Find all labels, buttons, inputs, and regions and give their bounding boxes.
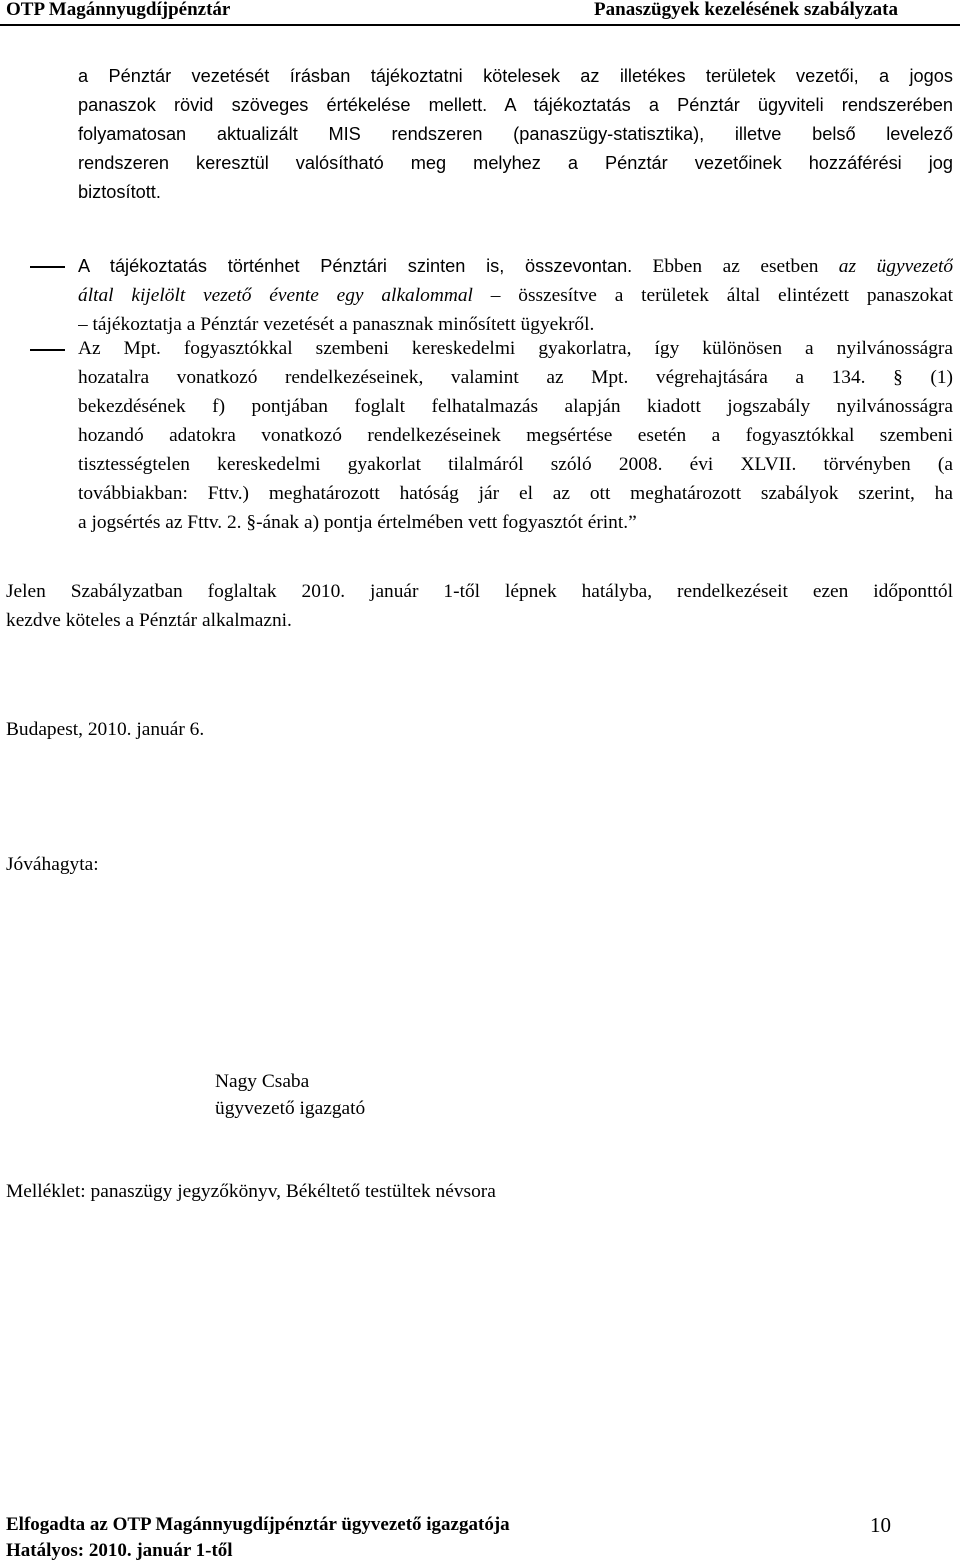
text-line: hozatalra vonatkozó rendelkezéseinek, valamint az Mpt. végrehajtására a 134. § (1) <box>78 367 953 388</box>
text-line: folyamatosan aktualizált MIS rendszeren (panaszügy-statisztika), illetve belső levelező <box>78 124 953 144</box>
bullet-summary-reporting <box>78 252 953 339</box>
header-org-name: OTP Magánnyugdíjpénztár <box>6 0 231 20</box>
text-line: a jogsértés az Fttv. 2. §-ának a) pontja értelmében vett fogyasztót érint.” <box>78 512 637 533</box>
text-line: a Pénztár vezetését írásban tájékoztatni kötelesek az illetékes területek vezetői, a jogos <box>78 66 953 86</box>
text-line: bekezdésének f) pontjában foglalt felhatalmazás alapján kiadott jogszabály nyilvánosságra <box>78 396 953 417</box>
text-line: panaszok rövid szöveges értékelése mellett. A tájékoztatás a Pénztár ügyviteli rendszerében <box>78 95 953 115</box>
place-and-date: Budapest, 2010. január 6. <box>6 719 205 740</box>
bullet-dash <box>30 266 65 268</box>
text-span: által kijelölt vezető évente egy alkalommal <box>78 285 473 306</box>
text-line: tisztességtelen kereskedelmi gyakorlat tilalmáról szóló 2008. évi XLVII. törvényben (a <box>78 454 953 475</box>
text-line: – tájékoztatja a Pénztár vezetését a panasznak minősített ügyekről. <box>78 314 595 335</box>
text-line: Jelen Szabályzatban foglaltak 2010. január 1-től lépnek hatályba, rendelkezéseit ezen időponttól <box>6 581 953 602</box>
text-line: hozandó adatokra vonatkozó rendelkezéseinek megsértése esetén a fogyasztókkal szembeni <box>78 425 953 446</box>
text-span: – összesítve a területek által elintézett panaszokat <box>490 285 953 306</box>
signatory-title: ügyvezető igazgató <box>215 1098 366 1119</box>
text-line: rendszeren keresztül valósítható meg melyhez a Pénztár vezetőinek hozzáférési jog <box>78 153 953 173</box>
page-number: 10 <box>870 1513 891 1537</box>
signatory-name: Nagy Csaba <box>215 1071 310 1092</box>
paragraph-effective-date <box>6 577 953 635</box>
page-footer <box>6 1512 906 1564</box>
header-document-title: Panaszügyek kezelésének szabályzata <box>594 0 898 20</box>
footer-effective: Hatályos: 2010. január 1-től <box>6 1540 233 1561</box>
text-line: kezdve köteles a Pénztár alkalmazni. <box>6 610 292 631</box>
text-span: Ebben az esetben <box>652 256 819 277</box>
page-header <box>0 0 960 26</box>
bullet-dash <box>30 349 65 351</box>
text-span: A tájékoztatás történhet Pénztári szinten is, összevontan. <box>78 256 633 276</box>
text-line: Az Mpt. fogyasztókkal szembeni kereskedelmi gyakorlatra, így különösen a nyilvánosságra <box>78 338 953 359</box>
text-span: az ügyvezető <box>838 256 953 277</box>
bullet-mpt-provisions <box>78 334 953 537</box>
text-line: továbbiakban: Fttv.) meghatározott hatóság jár el az ott meghatározott szabályok szerint, ha <box>78 483 953 504</box>
paragraph-reporting <box>78 62 953 207</box>
attachment-note: Melléklet: panaszügy jegyzőkönyv, Békéltető testültek névsora <box>6 1181 496 1202</box>
text-line: biztosított. <box>78 182 161 202</box>
approved-label: Jóváhagyta: <box>6 854 99 875</box>
footer-approved-by: Elfogadta az OTP Magánnyugdíjpénztár ügyvezető igazgatója <box>6 1514 510 1535</box>
